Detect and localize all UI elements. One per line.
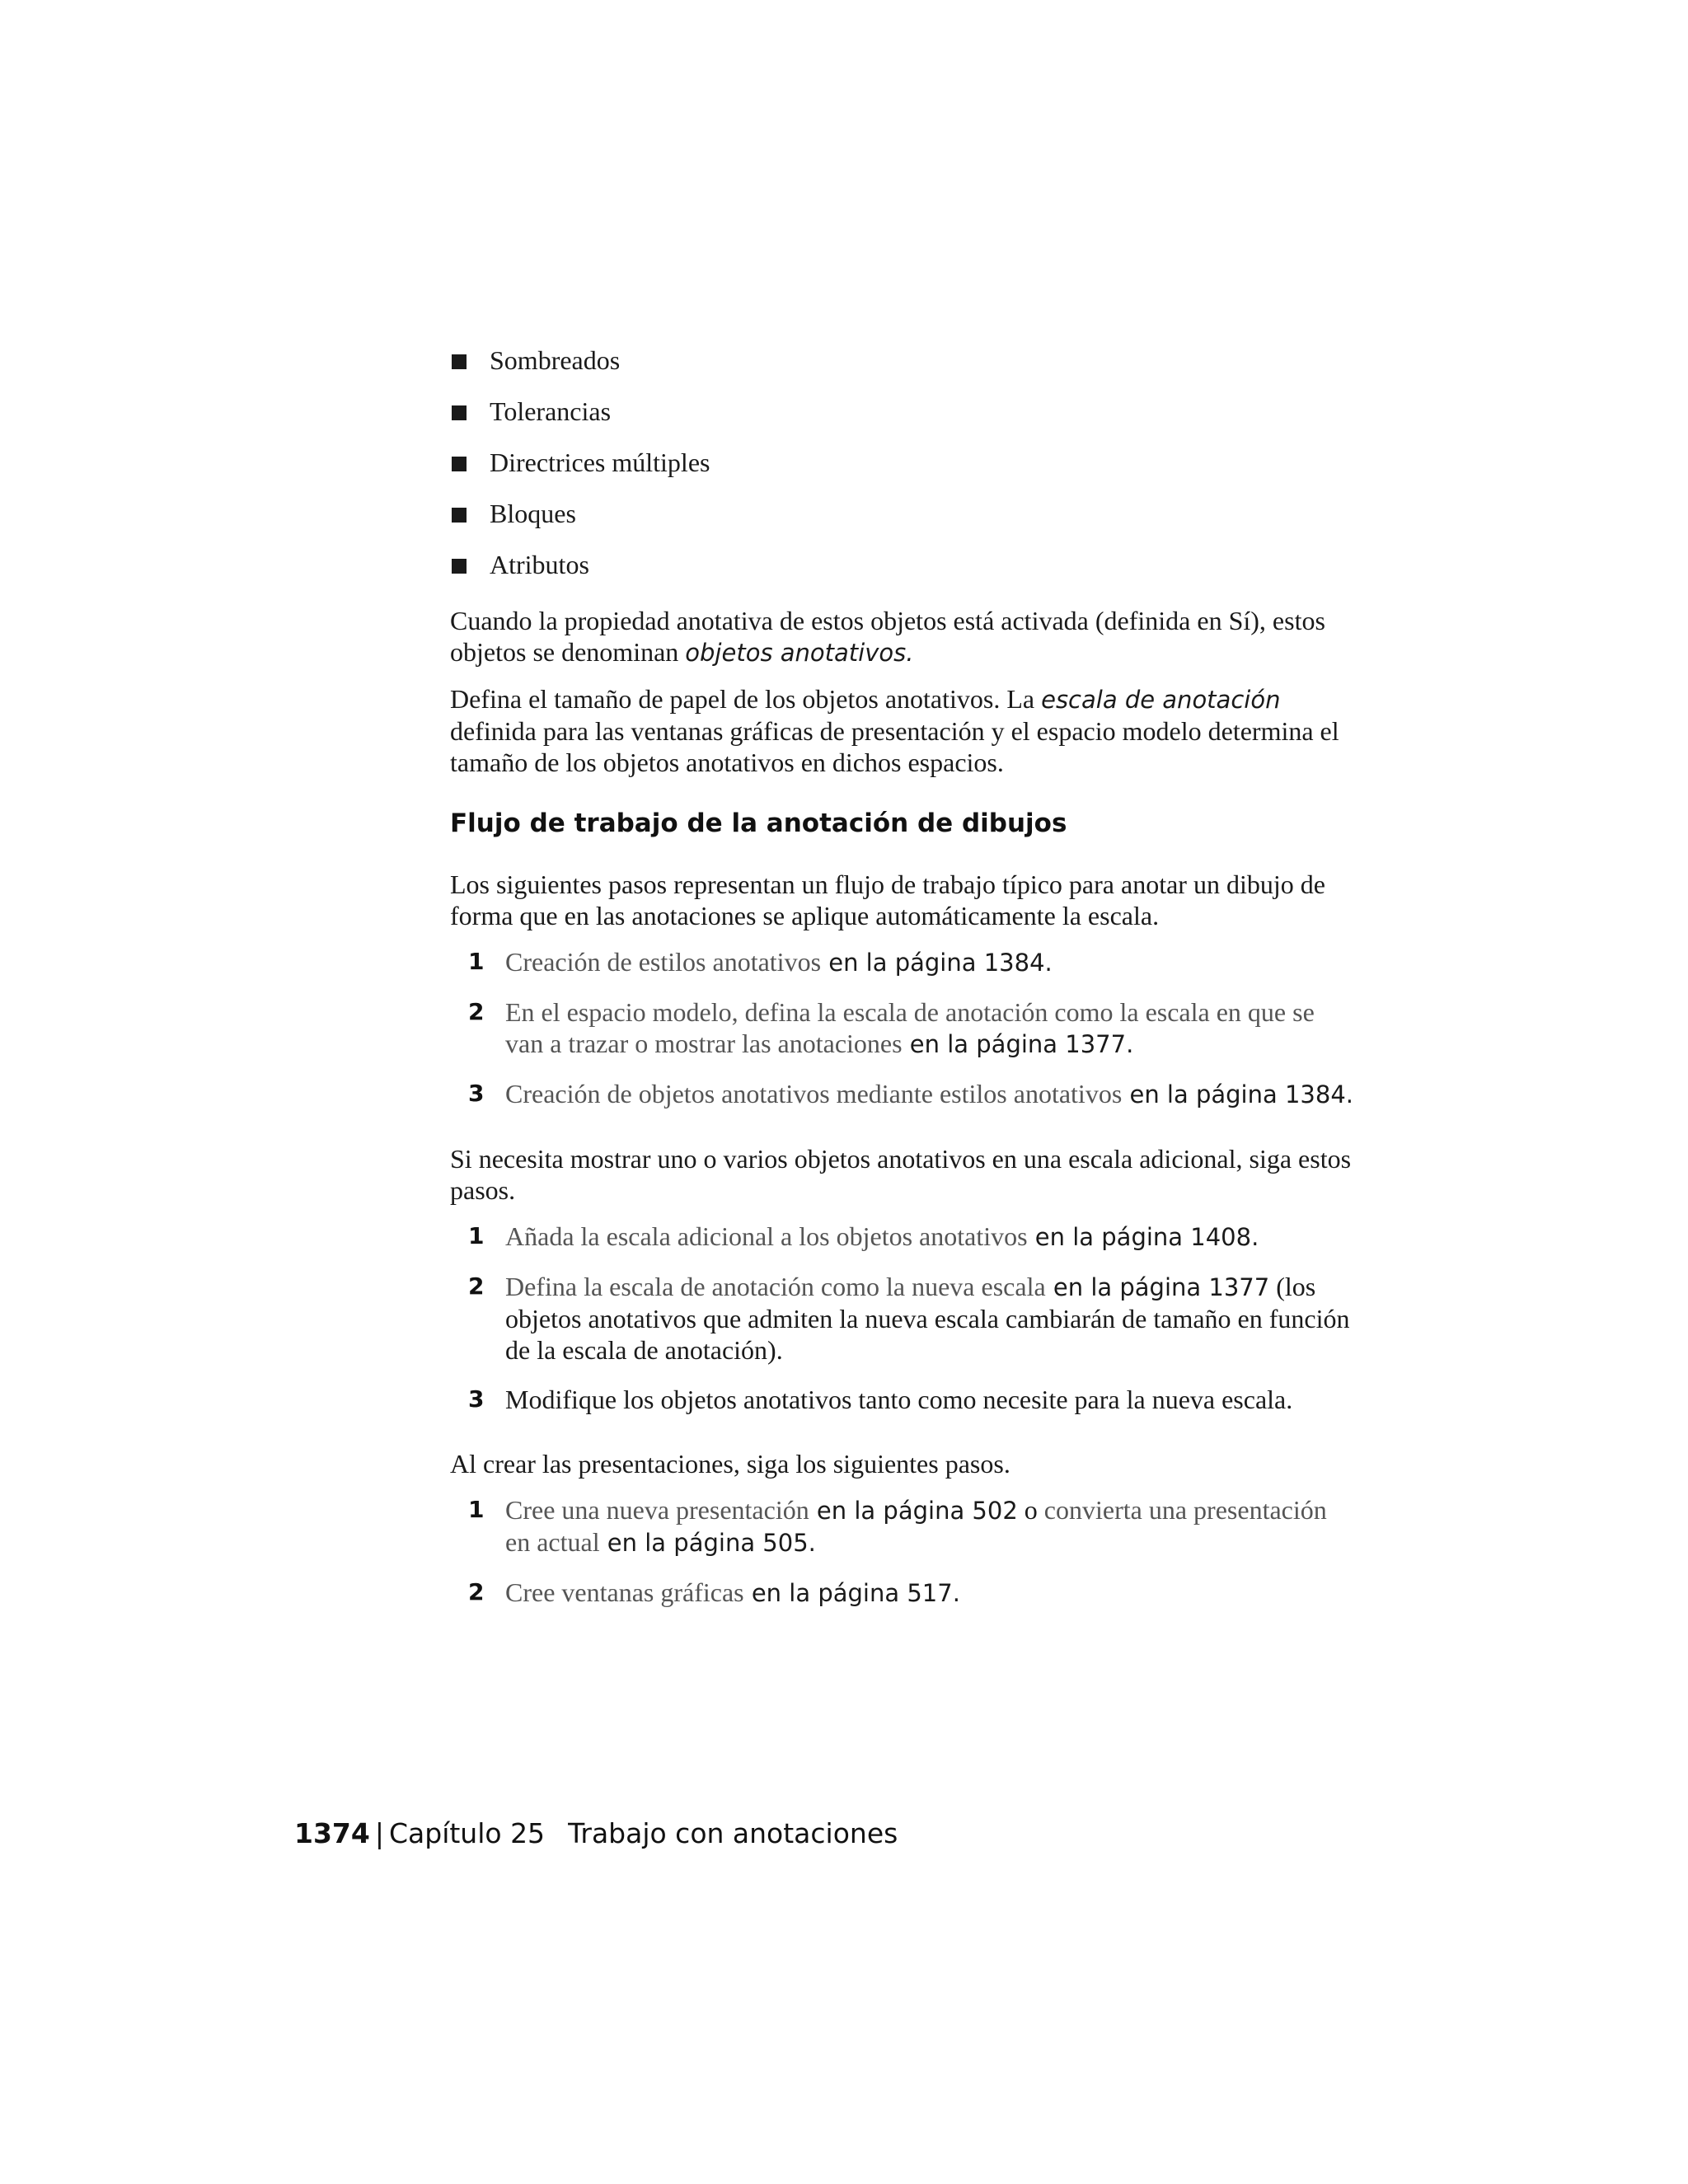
- additional-scale-steps-list: [450, 1221, 1357, 1415]
- step-link[interactable]: En el espacio modelo, defina la escala de anotación como la escala en que se van a trazar o mostrar las anotaciones: [505, 997, 1315, 1058]
- square-bullet-icon: [452, 457, 467, 471]
- bullet-item: Bloques: [450, 498, 1357, 529]
- page-reference: en la página 1384.: [1122, 1080, 1354, 1108]
- step-item: 2 Cree ventanas gráficas en la página 517.: [468, 1577, 960, 1607]
- section-heading: Flujo de trabajo de la anotación de dibujos: [450, 808, 1067, 838]
- step-item: 1 Cree una nueva presentación en la página 502 o convierta una presentación en actual en la página 505.: [468, 1495, 1327, 1557]
- square-bullet-icon: [452, 405, 467, 420]
- workflow-steps-list: [450, 946, 1357, 1110]
- bullet-item: Atributos: [450, 549, 1357, 580]
- step-item: 3 Modifique los objetos anotativos tanto como necesite para la nueva escala.: [468, 1385, 1293, 1414]
- step-link[interactable]: Creación de estilos anotativos: [505, 947, 822, 977]
- page-footer: [294, 1817, 898, 1850]
- intro-paragraph-workflow: Los siguientes pasos representan un flujo de trabajo típico para anotar un dibujo de forma que en las anotaciones se aplique automáticamente la escala.: [450, 869, 1325, 930]
- layout-steps-list: [450, 1494, 1357, 1609]
- page-reference: en la página 502: [809, 1497, 1018, 1525]
- step-item: 2 Defina la escala de anotación como la nueva escala en la página 1377 (los objetos anotativos que admiten la nueva escala cambiarán de tamaño en función de la escala de anotación).: [468, 1272, 1350, 1365]
- bullet-list: [450, 344, 1357, 580]
- step-item: 1 Creación de estilos anotativos en la página 1384.: [468, 947, 1053, 977]
- page-reference: en la página 1377: [1045, 1273, 1270, 1301]
- paragraph-paper-size: Defina el tamaño de papel de los objetos anotativos. La escala de anotación definida para las ventanas gráficas de presentación y el espacio modelo determina el tamaño de los objetos anotativos en dichos espacios.: [450, 684, 1339, 777]
- step-item: 3 Creación de objetos anotativos mediante estilos anotativos en la página 1384.: [468, 1079, 1354, 1108]
- page-reference: en la página 1377.: [902, 1030, 1134, 1058]
- bullet-item: Tolerancias: [450, 396, 1357, 427]
- page-reference: en la página 517.: [743, 1579, 960, 1607]
- page-reference: en la página 505.: [599, 1529, 816, 1557]
- footer-separator: |: [374, 1817, 384, 1849]
- step-link[interactable]: convierta una presentación en actual: [505, 1495, 1327, 1557]
- page-number: 1374: [294, 1817, 370, 1849]
- square-bullet-icon: [452, 559, 467, 574]
- intro-paragraph-additional-scale: Si necesita mostrar uno o varios objetos anotativos en una escala adicional, siga estos pasos.: [450, 1144, 1352, 1205]
- intro-paragraph-layouts: Al crear las presentaciones, siga los siguientes pasos.: [450, 1449, 1010, 1479]
- step-link[interactable]: Defina la escala de anotación como la nueva escala: [505, 1272, 1046, 1301]
- page-content: [450, 344, 1357, 1627]
- step-item: 1 Añada la escala adicional a los objetos anotativos en la página 1408.: [468, 1221, 1259, 1251]
- page-reference: en la página 1384.: [821, 949, 1053, 977]
- step-link[interactable]: Añada la escala adicional a los objetos anotativos: [505, 1221, 1028, 1251]
- bullet-item: Directrices múltiples: [450, 447, 1357, 478]
- step-text: Modifique los objetos anotativos tanto como necesite para la nueva escala.: [505, 1385, 1293, 1414]
- square-bullet-icon: [452, 354, 467, 369]
- step-link[interactable]: Cree una nueva presentación: [505, 1495, 809, 1525]
- square-bullet-icon: [452, 508, 467, 523]
- step-note: (los objetos anotativos que admiten la nueva escala cambiarán de tamaño en función de la escala de anotación).: [505, 1272, 1350, 1365]
- chapter-label: Capítulo 25: [388, 1817, 546, 1849]
- bullet-item: Sombreados: [450, 344, 1357, 376]
- chapter-title: Trabajo con anotaciones: [568, 1817, 898, 1849]
- page-reference: en la página 1408.: [1027, 1223, 1259, 1251]
- paragraph-annotative-property: Cuando la propiedad anotativa de estos objetos está activada (definida en Sí), estos objetos se denominan objetos anotativos.: [450, 606, 1325, 667]
- step-link[interactable]: Cree ventanas gráficas: [505, 1577, 744, 1607]
- step-item: 2 En el espacio modelo, defina la escala de anotación como la escala en que se van a trazar o mostrar las anotaciones en la página 1377.: [468, 997, 1315, 1058]
- step-link[interactable]: Creación de objetos anotativos mediante estilos anotativos: [505, 1079, 1123, 1108]
